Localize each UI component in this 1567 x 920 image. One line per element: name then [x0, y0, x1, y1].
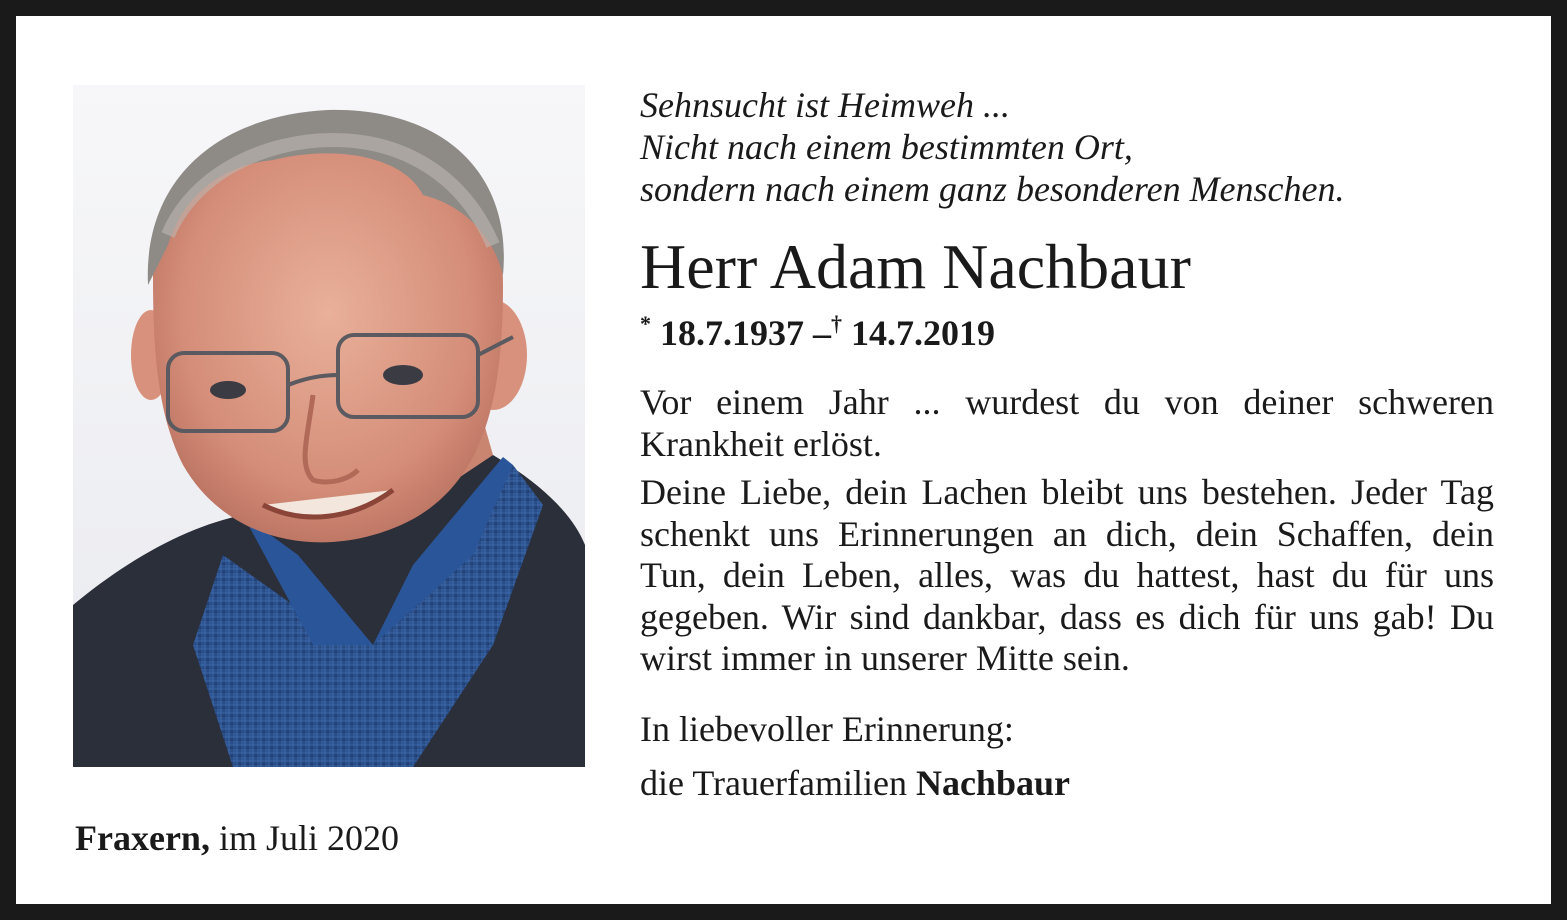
date-separator: – [813, 313, 831, 353]
motto-line-2: Nicht nach einem bestimmten Ort, [640, 127, 1133, 167]
deceased-name: Herr Adam Nachbaur [640, 231, 1191, 302]
death-symbol: † [831, 311, 842, 336]
family-prefix: die Trauerfamilien [640, 762, 907, 803]
place-name: Fraxern, [75, 818, 210, 858]
portrait-photo [73, 85, 585, 767]
place-date-line [75, 816, 399, 860]
paragraph-1: Vor einem Jahr ... wurdest du von deiner schweren Krankheit erlöst. [640, 382, 1494, 464]
place-date: im Juli 2020 [218, 818, 399, 858]
life-dates [640, 304, 1494, 353]
motto [640, 84, 1494, 210]
birth-date: 18.7.1937 [660, 313, 804, 353]
family-signature [640, 762, 1494, 804]
motto-line-3: sondern nach einem ganz besonderen Menschen. [640, 169, 1345, 209]
paragraph-2: Deine Liebe, dein Lachen bleibt uns bestehen. Jeder Tag schenkt uns Erinnerungen an dich, dein Schaffen, dein Tun, dein Leben, alles, was du hattest, hast du für uns gegeben. Wir sind dankbar, dass es dich für uns gab! Du wirst immer in unserer Mitte sein. [640, 472, 1494, 678]
portrait-photo-icon [73, 85, 585, 767]
birth-symbol: * [640, 311, 651, 336]
death-date: 14.7.2019 [851, 313, 995, 353]
motto-line-1: Sehnsucht ist Heimweh ... [640, 85, 1010, 125]
family-name: Nachbaur [915, 762, 1070, 803]
closing-line: In liebevoller Erinnerung: [640, 708, 1014, 749]
obituary-text [640, 84, 1494, 804]
